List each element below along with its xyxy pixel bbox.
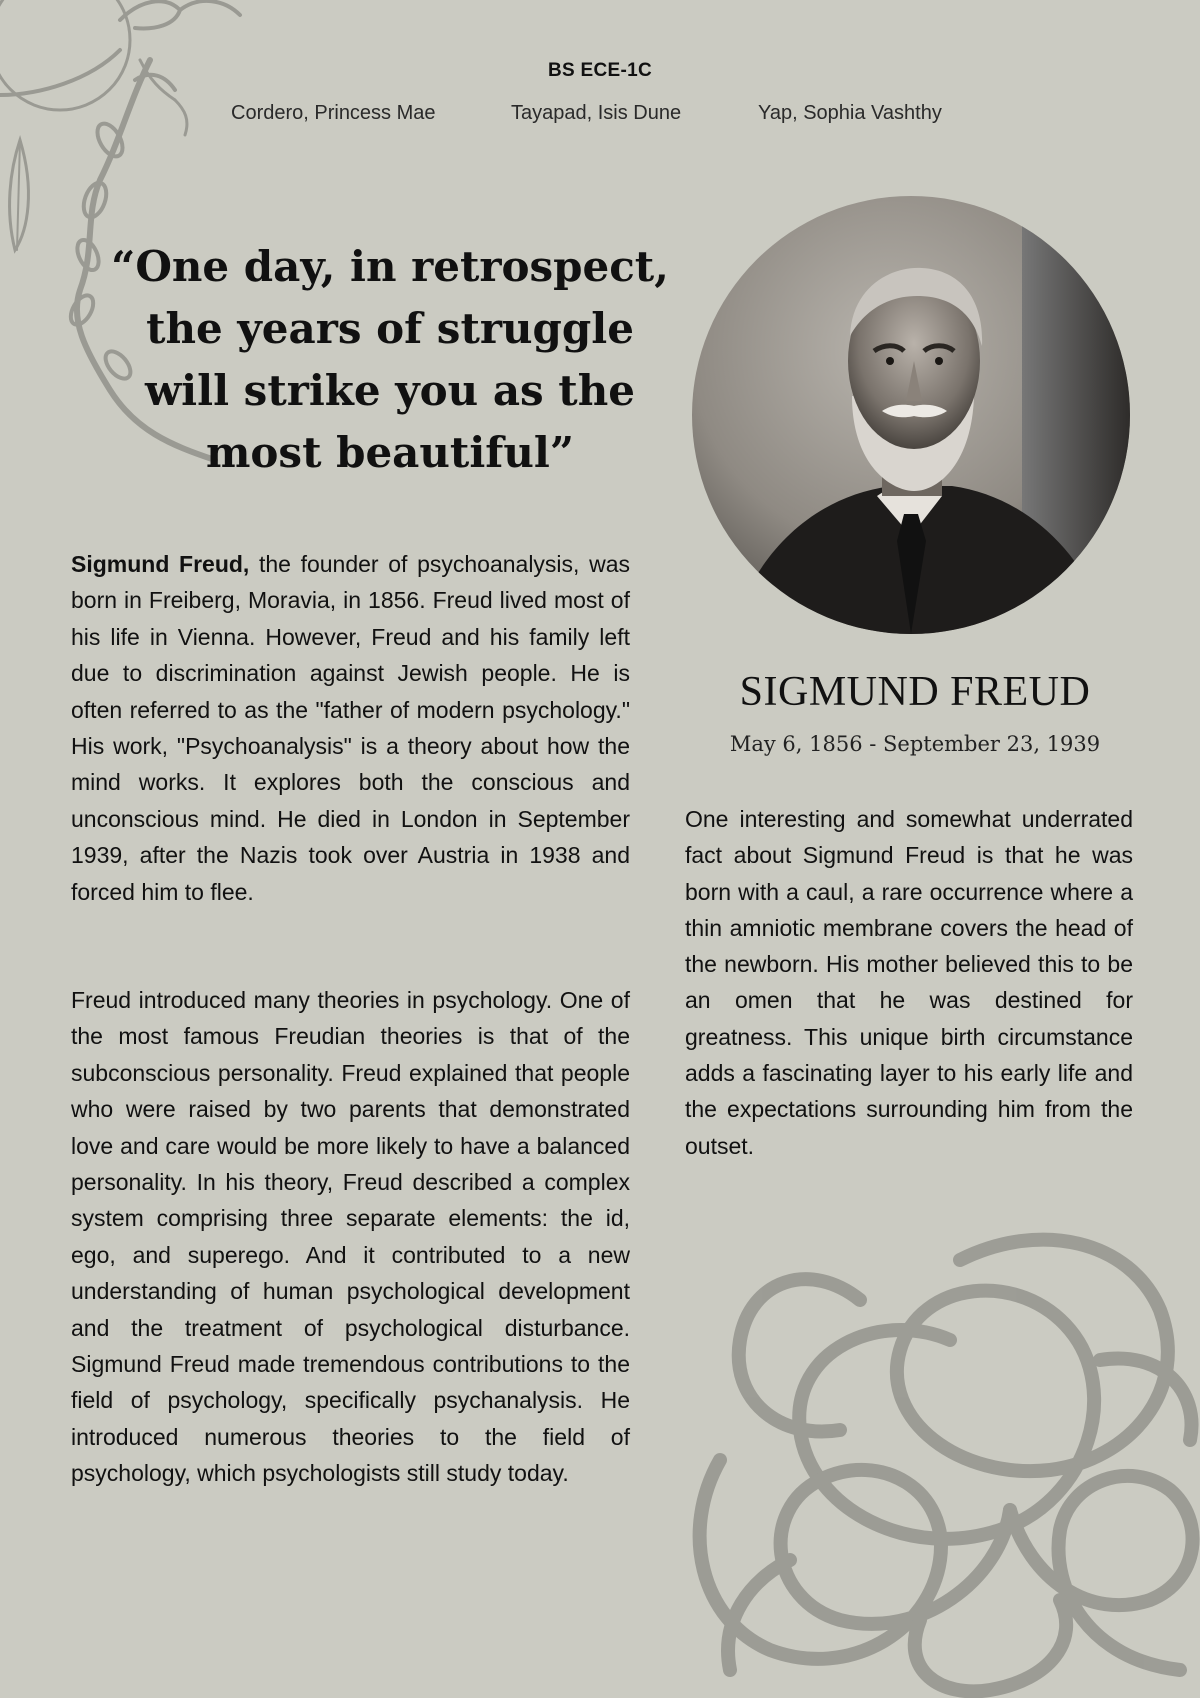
class-code: BS ECE-1C (547, 60, 653, 81)
profile-name: SIGMUND FREUD (739, 669, 1091, 715)
bio-paragraph-1-text: the founder of psychoanalysis, was born in Freiberg, Moravia, in 1856. Freud lived most of his life in Vienna. However, Freud and his family left due to discrimination against Jewish people. He is often referred to as the "father of modern psychology." His work, "Psychoanalysis" is a theory about how the mind works. It explores both the conscious and unconscious mind. He died in London in September 1939, after the Nazis took over Austria in 1938 and forced him to flee. (71, 551, 630, 905)
bio-lead-name: Sigmund Freud, (71, 551, 250, 577)
author-name: Yap, Sophia Vashthy (758, 102, 942, 124)
freud-quote: “One day, in retrospect, the years of struggle will strike you as the most beautiful” (111, 242, 669, 477)
author-name: Cordero, Princess Mae (231, 102, 436, 124)
scribble-ornament-icon (660, 1200, 1200, 1698)
portrait-photo-icon (692, 196, 1130, 634)
profile-dates: May 6, 1856 - September 23, 1939 (729, 732, 1101, 756)
fun-fact-paragraph: One interesting and somewhat underrated fact about Sigmund Freud is that he was born with a caul, a rare occurrence where a thin amniotic membrane covers the head of the newborn. His mother believed this to be an omen that he was destined for greatness. This unique birth circumstance adds a fascinating layer to his early life and the expectations surrounding him from the outset. (685, 806, 1133, 1159)
header (0, 60, 1200, 82)
bio-paragraph-1 (71, 546, 630, 910)
author-name: Tayapad, Isis Dune (511, 102, 682, 124)
bio-paragraph-2: Freud introduced many theories in psychology. One of the most famous Freudian theories is that of the subconscious personality. Freud explained that people who were raised by two parents that demonstrated love and care would be more likely to have a balanced personality. In his theory, Freud described a complex system comprising three separate elements: the id, ego, and superego. And it contributed to a new understanding of human psychological development and the treatment of psychological disturbance. Sigmund Freud made tremendous contributions to the field of psychology, specifically psychanalysis. He introduced numerous theories to the field of psychology, which psychologists still study today. (71, 987, 630, 1487)
